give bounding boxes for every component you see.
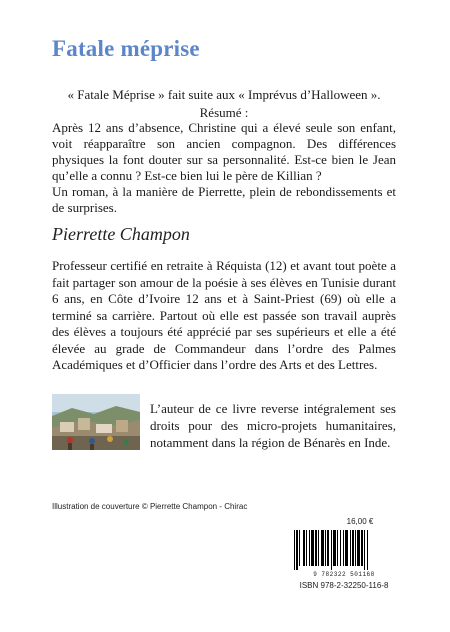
book-title: Fatale méprise <box>52 36 200 61</box>
cover-credit: Illustration de couverture © Pierrette Champon - Chirac <box>52 502 248 511</box>
isbn-label: ISBN 978-2-32250-116-8 <box>299 581 389 590</box>
resume-label: Résumé : <box>199 105 249 120</box>
intro-line: « Fatale Méprise » fait suite aux « Imprévus d’Halloween ». <box>67 87 381 102</box>
village-photo <box>52 394 140 450</box>
barcode-digits: 9 782322 501168 <box>313 571 375 578</box>
resume-paragraph: Après 12 ans d’absence, Christine qui a élevé seule son enfant, voit réapparaître son ancien compagnon. Des différences physiques la font douter sur sa personnalité. Est-ce bien le Jean qu’elle a connu ? Est-ce bien lui le père de Killian ? <box>52 120 396 183</box>
price-label: 16,00 € <box>346 517 374 526</box>
photo-illustration <box>52 394 140 450</box>
resume-paragraph: Un roman, à la manière de Pierrette, plein de rebondissements et de surprises. <box>52 184 396 215</box>
resume-text <box>52 120 396 216</box>
author-bio: Professeur certifié en retraite à Réquista (12) et avant tout poète a fait partager son amour de la poésie à ses élèves en Tunisie durant 6 ans, en Côte d’Ivoire 12 ans et à Saint-Priest (69) où elle a terminé sa carrière. Partout où elle est passée son travail auprès des élèves a toujours été apprécié par ses supérieurs et elle a été élevée au grade de Commandeur dans l’ordre des Palmes Académiques et d’Officier dans l’ordre des Arts et des Lettres. <box>52 258 396 372</box>
rights-notice: L’auteur de ce livre reverse intégralement ses droits pour des micro-projets humanitaires, notamment dans la région de Bénarès en Inde. <box>150 401 396 450</box>
author-name: Pierrette Champon <box>52 224 190 244</box>
barcode-bars <box>288 528 400 570</box>
